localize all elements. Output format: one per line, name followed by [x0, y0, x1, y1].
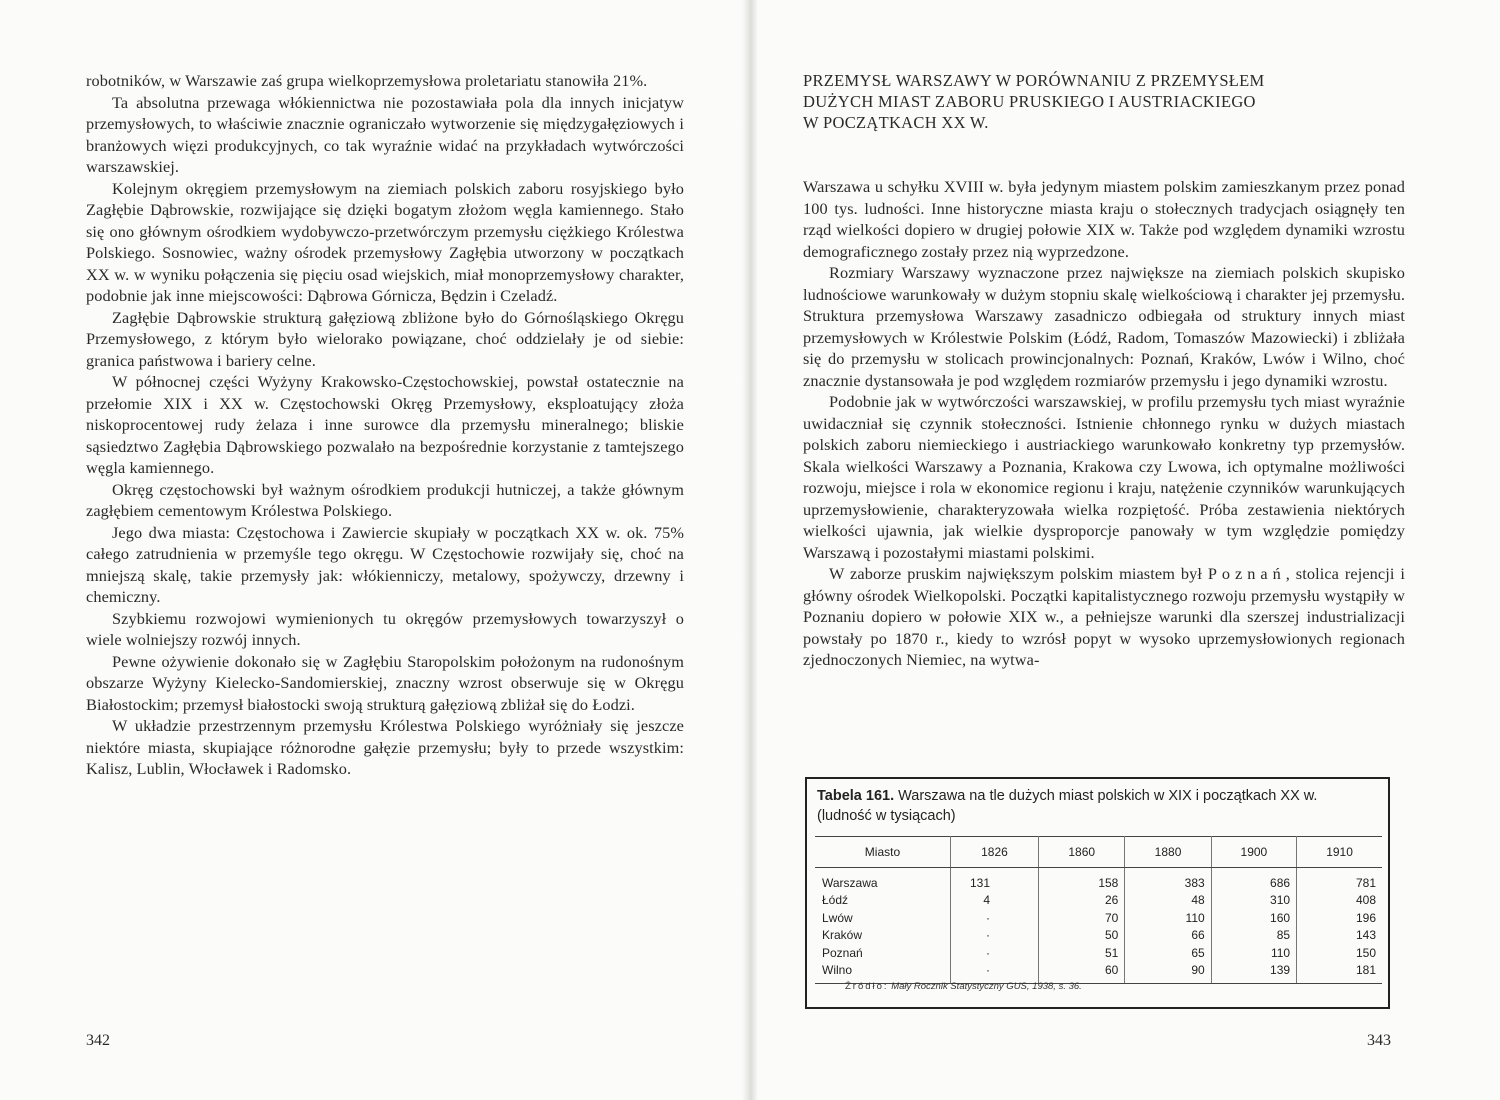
source-text: Mały Rocznik Statystyczny GUS, 1938, s. 36. [891, 981, 1082, 992]
paragraph: Podobnie jak w wytwórczości warszawskiej, w profilu przemysłu tych miast wyraźnie uwidaczniał się czynnik stołeczności. Istnienie chłonnego rynku w dużych miastach polskich zaboru niemieckiego i austriackiego warunkowało konkretny typ przemysłów. Skala wielkości Warszawy a Poznania, Krakowa czy Lwowa, ich optymalne możliwości rozwoju, miejsce i rola w ekonomice regionu i kraju, natężenie czynników warunkujących uprzemysłowienie, charakteryzowała wielka rozpiętość. Próba zestawienia niektórych wielkości ujawnia, jak wielkie dysproporcje panowały w tym względzie pomiędzy Warszawą i pozostałymi miastami polskimi. [803, 392, 1405, 562]
table-cell: 408 [1355, 893, 1376, 908]
column-header: 1900 [1211, 837, 1296, 868]
table-cell: 150 [1355, 945, 1376, 960]
table-cell: 70 [1039, 909, 1125, 927]
spaced-city-name: Poznań [1207, 564, 1286, 583]
table-cell: 131 [950, 868, 1038, 892]
paragraph [803, 563, 1405, 671]
table-cell: 196 [1355, 910, 1376, 925]
table-cell: 139 [1211, 962, 1296, 984]
paragraph: W północnej części Wyżyny Krakowsko-Częstochowskiej, powstał ostatecznie na przełomie XIX i XX w. Częstochowski Okręg Przemysłowy, eksploatujący złoża niskoprocentowej rudy żelaza i inne surowce dla przemysłu mineralnego; bliskie sąsiedztwo Zagłębia Dąbrowskiego pozwalało na bezpośrednie korzystanie z tamtejszego węgla kamiennego. [86, 372, 684, 477]
table-cell: Kraków [815, 927, 950, 945]
column-header: 1860 [1039, 837, 1125, 868]
table-cell: 781 [1355, 875, 1376, 890]
paragraph-text: , stolica rejencji i główny ośrodek Wielkopolski. Początki kapitalistycznego rozwoju przemysłu wystąpiły w Poznaniu dopiero w połowie XIX w., a pełniejsze warunki dla szerszej industrializacji powstały po 1870 r., kiedy to wzrósł popyt w wysoko uprzemysłowionych regionach zjednoczonych Niemiec, na wytwa- [803, 564, 1405, 669]
table-row [815, 944, 1382, 962]
table-cell: 143 [1355, 928, 1376, 943]
table-caption [817, 786, 1382, 826]
column-header: Miasto [815, 837, 950, 868]
table-cell: 383 [1125, 868, 1211, 892]
column-header: 1826 [950, 837, 1038, 868]
table-row [815, 892, 1382, 910]
paragraph: Okręg częstochowski był ważnym ośrodkiem produkcji hutniczej, a także głównym zagłębiem cementowym Królestwa Polskiego. [86, 479, 684, 520]
chapter-heading [803, 70, 1403, 133]
table-label: Tabela 161. [817, 788, 895, 804]
paragraph: Szybkiemu rozwojowi wymienionych tu okręgów przemysłowych towarzyszył o wiele wolniejszy rozwój innych. [86, 608, 684, 649]
table-cell: 48 [1125, 892, 1211, 910]
table-row [815, 927, 1382, 945]
table-cell: 60 [1039, 962, 1125, 984]
page-number-left: 342 [86, 1032, 110, 1049]
page-number-right: 343 [1367, 1032, 1391, 1049]
paragraph: robotników, w Warszawie zaś grupa wielkoprzemysłowa proletariatu stanowiła 21%. [86, 71, 648, 90]
right-page [755, 0, 1500, 1100]
paragraph: Jego dwa miasta: Częstochowa i Zawiercie skupiały w początkach XX w. ok. 75% całego zatrudnienia w przemyśle tego okręgu. W Częstochowie rozwijały się, choć na mniejszą skalę, takie przemysły jak: włókienniczy, metalowy, spożywczy, drzewny i chemiczny. [86, 522, 684, 606]
table-cell: · [950, 962, 1038, 984]
heading-line: DUŻYCH MIAST ZABORU PRUSKIEGO I AUSTRIACKIEGO [803, 92, 1256, 111]
table-cell: 181 [1297, 962, 1382, 984]
table-cell: 90 [1125, 962, 1211, 984]
table-row [815, 868, 1382, 892]
table-cell: 85 [1211, 927, 1296, 945]
table-cell: · [950, 909, 1038, 927]
table-cell: Wilno [815, 962, 950, 984]
table-cell: 26 [1039, 892, 1125, 910]
paragraph: W układzie przestrzennym przemysłu Królestwa Polskiego wyróżniały się jeszcze niektóre miasta, skupiające różnorodne gałęzie przemysłu; były to przede wszystkim: Kalisz, Lublin, Włocławek i Radomsko. [86, 716, 684, 778]
paragraph: Kolejnym okręgiem przemysłowym na ziemiach polskich zaboru rosyjskiego było Zagłębie Dąbrowskie, rozwijające się dzięki bogatym złożom węgla kamiennego. Stało się ono głównym ośrodkiem wydobywczo-przetwórczym przemysłu ciężkiego Królestwa Polskiego. Sosnowiec, ważny ośrodek przemysłowy Zagłębia utworzony w początkach XX w. w wyniku połączenia się pięciu osad wiejskich, miał monoprzemysłowy charakter, podobnie jak inne miejscowości: Dąbrowa Górnicza, Będzin i Czeladź. [86, 178, 684, 305]
table-cell: 158 [1039, 868, 1125, 892]
right-text-column [803, 176, 1405, 671]
paragraph: Rozmiary Warszawy wyznaczone przez największe na ziemiach polskich skupisko ludnościowe warunkowały w dużym stopniu skalę wielkościową i charakter jej przemysłu. Struktura przemysłowa Warszawy zasadniczo odbiegała od struktury innych miast przemysłowych w Królestwie Polskim (Łódź, Radom, Tomaszów Mazowiecki) i zbliżała się do przemysłu w stolicach prowincjonalnych: Poznań, Kraków, Lwów i Wilno, choć znacznie dystansowała je pod względem rozmiarów przemysłu i jego dynamiki wzrostu. [803, 263, 1405, 390]
table-subtitle: (ludność w tysiącach) [817, 808, 956, 824]
paragraph: Pewne ożywienie dokonało się w Zagłębiu Staropolskim położonym na rudonośnym obszarze Wyżyny Kielecko-Sandomierskiej, znaczny wzrost obserwuje się w Okręgu Białostockim; przemysł białostocki swoją strukturą gałęziową zbliżał się do Łodzi. [86, 651, 684, 714]
source-label: Źródło: [845, 981, 889, 992]
table-cell: 66 [1125, 927, 1211, 945]
paragraph: Warszawa u schyłku XVIII w. była jedynym miastem polskim zamieszkanym przez ponad 100 tys. ludności. Inne historyczne miasta kraju o stołecznych tradycjach osiągnęły ten rząd wielkości dopiero w drugiej połowie XIX w. Także pod względem dynamiki wzrostu demograficznego zostały przez nią wyprzedzone. [803, 177, 1405, 261]
column-header: 1910 [1297, 837, 1382, 868]
left-page [0, 0, 745, 1100]
heading-line: W POCZĄTKACH XX W. [803, 113, 989, 132]
table-cell: 50 [1039, 927, 1125, 945]
table-cell: Łódź [815, 892, 950, 910]
population-table [815, 836, 1382, 984]
table-source-note [845, 981, 1082, 992]
table-cell: Lwów [815, 909, 950, 927]
table-cell: 65 [1125, 944, 1211, 962]
table-row [815, 909, 1382, 927]
paragraph-text: W zaborze pruskim największym polskim miastem był [829, 564, 1208, 583]
table-title: Warszawa na tle dużych miast polskich w XIX i początkach XX w. [898, 788, 1318, 804]
heading-line: PRZEMYSŁ WARSZAWY W PORÓWNANIU Z PRZEMYSŁEM [803, 71, 1265, 90]
table-cell: 686 [1211, 868, 1296, 892]
table-cell: 160 [1211, 909, 1296, 927]
table-cell: 310 [1211, 892, 1296, 910]
table-cell: Poznań [815, 944, 950, 962]
table-header-row [815, 837, 1382, 868]
paragraph: Zagłębie Dąbrowskie strukturą gałęziową zbliżone było do Górnośląskiego Okręgu Przemysłowego, z którym było wielorako powiązane, choć oddzielały je od siebie: granica państwowa i bariery celne. [86, 307, 684, 370]
left-text-column [86, 70, 684, 780]
column-header: 1880 [1125, 837, 1211, 868]
population-table-box [805, 777, 1390, 1009]
table-cell: 110 [1211, 944, 1296, 962]
table-cell: · [950, 927, 1038, 945]
table-cell: 51 [1039, 944, 1125, 962]
table-cell: 110 [1125, 909, 1211, 927]
paragraph: Ta absolutna przewaga włókiennictwa nie pozostawiała pola dla innych inicjatyw przemysłowych, to właściwie znacznie ograniczało wytworzenie się międzygałęziowych i branżowych więzi produkcyjnych, co tak wyraźnie widać na przykładach wytwórczości warszawskiej. [86, 92, 684, 176]
table-cell: 4 [950, 892, 1038, 910]
table-cell: · [950, 944, 1038, 962]
table-cell: Warszawa [815, 868, 950, 892]
